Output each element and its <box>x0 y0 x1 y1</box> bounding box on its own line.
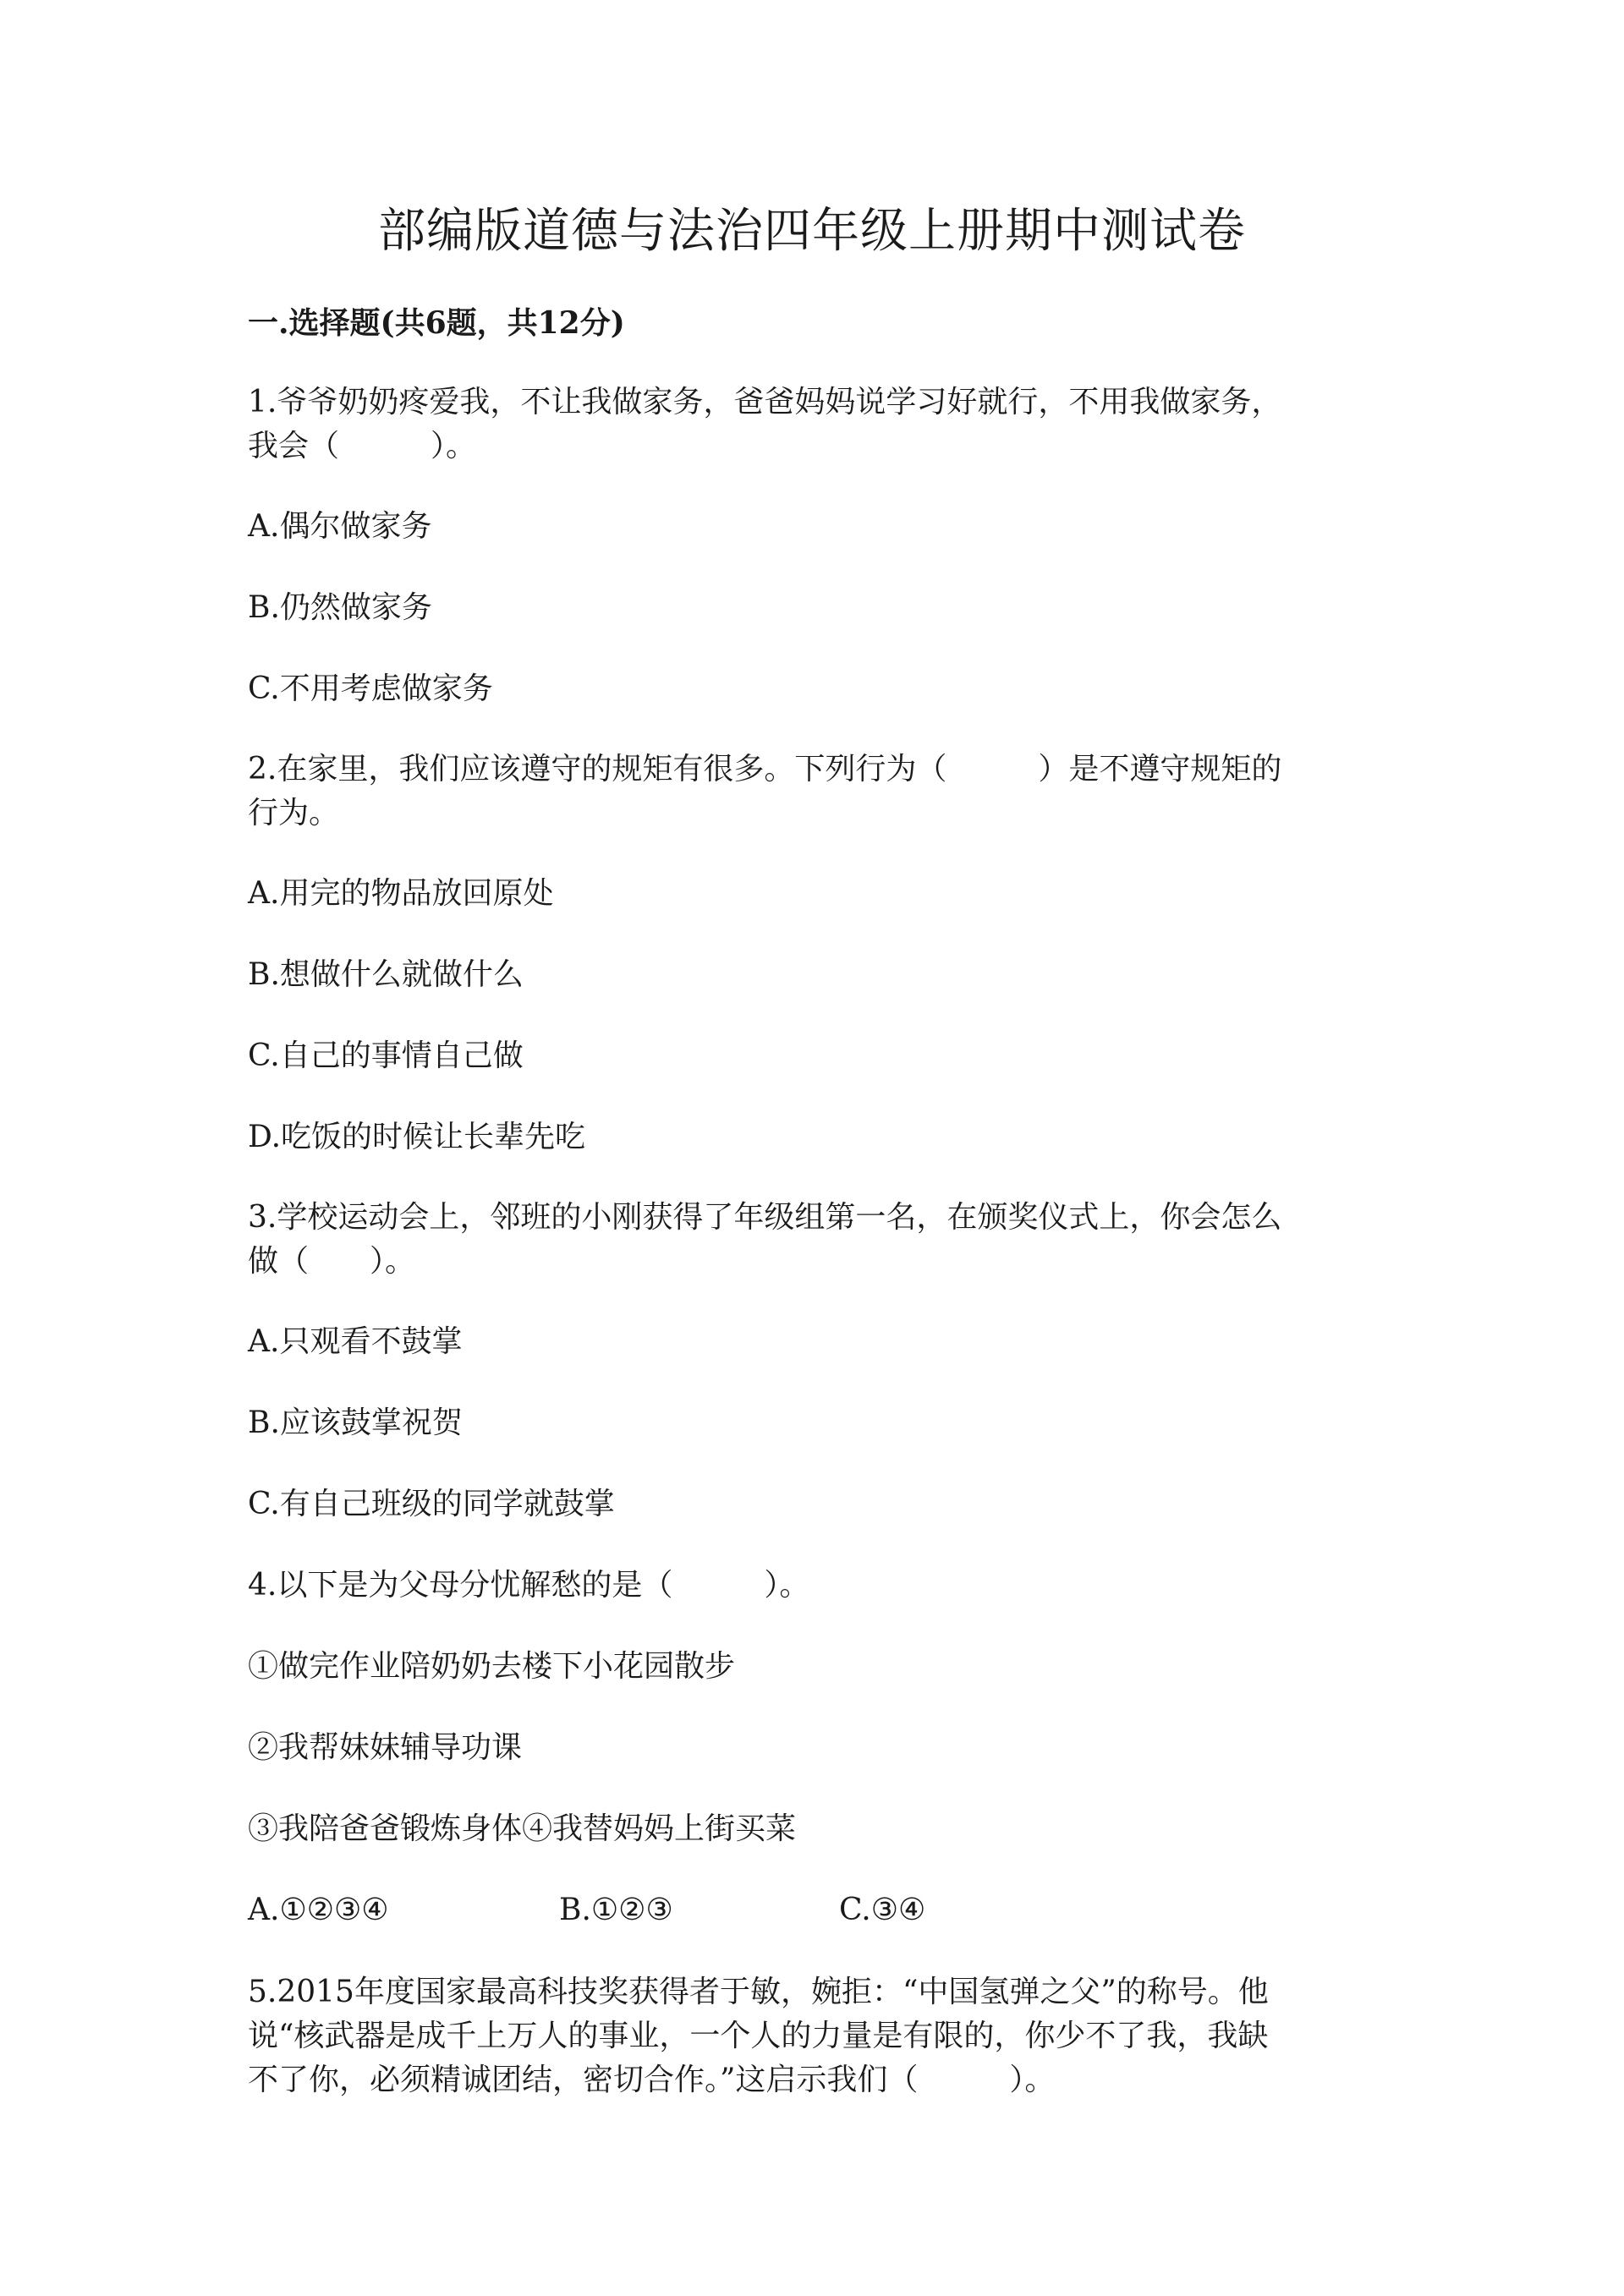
question-2-option-b: B.想做什么就做什么 <box>248 957 524 992</box>
page-title: 部编版道德与法治四年级上册期中测试卷 <box>378 204 1246 259</box>
question-3-option-b: B.应该鼓掌祝贺 <box>248 1406 463 1440</box>
question-4-statement-2: ②我帮妹妹辅导功课 <box>248 1730 523 1765</box>
question-2-option-d: D.吃饭的时候让长辈先吃 <box>248 1120 586 1154</box>
question-2-line-1: 2.在家里，我们应该遵守的规矩有很多。下列行为（ ）是不遵守规矩的 <box>248 752 1282 786</box>
question-1-line-1: 1.爷爷奶奶疼爱我，不让我做家务，爸爸妈妈说学习好就行，不用我做家务， <box>248 385 1282 419</box>
question-4-option-a: A.①②③④ <box>248 1893 389 1927</box>
question-3-line-2: 做（ ）。 <box>248 1244 416 1279</box>
question-3-option-a: A.只观看不鼓掌 <box>248 1324 463 1359</box>
question-1-option-a: A.偶尔做家务 <box>248 509 432 544</box>
question-4-line-1: 4.以下是为父母分忧解愁的是（ ）。 <box>248 1568 810 1603</box>
question-3-line-1: 3.学校运动会上，邻班的小刚获得了年级组第一名，在颁奖仪式上，你会怎么 <box>248 1200 1282 1235</box>
question-4-statement-3: ③我陪爸爸锻炼身体④我替妈妈上街买菜 <box>248 1811 797 1846</box>
question-2-line-2: 行为。 <box>248 796 340 830</box>
section-heading: 一.选择题(共6题，共12分) <box>248 305 625 341</box>
question-1-line-2: 我会（ ）。 <box>248 429 477 463</box>
question-4-statement-1: ①做完作业陪奶奶去楼下小花园散步 <box>248 1649 736 1684</box>
question-5-line-1: 5.2015年度国家最高科技奖获得者于敏，婉拒：“中国氢弹之父”的称号。他 <box>248 1975 1269 2009</box>
question-3-option-c: C.有自己班级的同学就鼓掌 <box>248 1487 615 1521</box>
question-5-line-2: 说“核武器是成千上万人的事业，一个人的力量是有限的，你少不了我，我缺 <box>248 2019 1269 2053</box>
question-1-option-b: B.仍然做家务 <box>248 590 432 625</box>
question-1-option-c: C.不用考虑做家务 <box>248 671 493 706</box>
question-2-option-c: C.自己的事情自己做 <box>248 1038 524 1073</box>
question-5-line-3: 不了你，必须精诚团结，密切合作。”这启示我们（ ）。 <box>248 2063 1056 2097</box>
question-4-option-b: B.①②③ <box>559 1893 673 1927</box>
question-2-option-a: A.用完的物品放回原处 <box>248 876 554 911</box>
question-4-option-c: C.③④ <box>839 1893 926 1927</box>
